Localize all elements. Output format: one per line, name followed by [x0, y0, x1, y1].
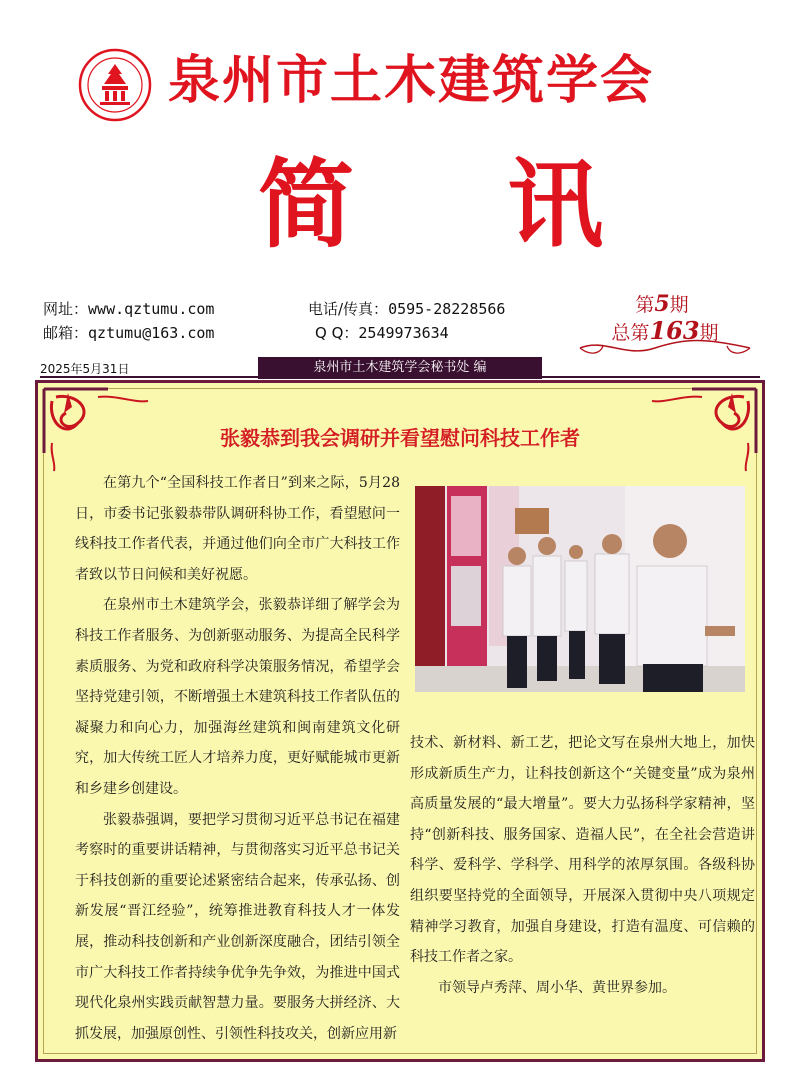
phone-value: 0595-28228566 [388, 300, 506, 318]
society-logo [78, 48, 152, 122]
total-issue-num: 163 [649, 316, 700, 345]
total-issue-prefix: 总第 [611, 322, 650, 344]
email-value: qztumu@163.com [88, 324, 215, 342]
organization-title: 泉州市土木建筑学会 [168, 50, 655, 111]
issue-suffix: 期 [669, 294, 689, 316]
paragraph-2: 在泉州市土木建筑学会，张毅恭详细了解学会为科技工作者服务、为创新驱动服务、为提高全民科学素质服务、为党和政府科学决策服务情况，希望学会坚持党建引领，不断增强土木建筑科技工作者队伍的凝聚力和向心力，加强海丝建筑和闽南建筑文化研究，加大传统工匠人才培养力度，更好赋能城市更新和乡建乡创建设。 [75, 597, 400, 797]
qq-label: Q Q： [315, 324, 359, 342]
website-value: www.qztumu.com [88, 300, 215, 318]
paragraph-3-continued: 技术、新材料、新工艺，把论文写在泉州大地上，加快形成新质生产力，让科技创新这个“关键变量”成为泉州高质量发展的“最大增量”。要大力弘扬科学家精神，坚持“创新科技、服务国家、造福人民”，在全社会营造讲科学、爱科学、学科学、用科学的浓厚氛围。各级科协组织要坚持党的全面领导，开展深入贯彻中央八项规定精神学习教育，加强自身建设，打造有温度、可信赖的科技工作者之家。 [410, 735, 755, 966]
issue-prefix: 第 [635, 294, 655, 316]
email-row [43, 322, 214, 343]
phone-row [308, 298, 505, 319]
editor-credit: 泉州市土木建筑学会秘书处 编 [258, 357, 542, 379]
qq-value: 2549973634 [358, 324, 449, 342]
phone-label: 电话/传真： [308, 300, 389, 318]
bulletin-title: 简 讯 [258, 148, 664, 261]
article-photo [415, 486, 745, 692]
website-row [43, 298, 214, 319]
article-right-column [410, 728, 755, 1003]
ornament-swirl-icon [575, 336, 755, 358]
email-label: 邮箱： [43, 324, 89, 342]
qq-row [315, 322, 449, 343]
website-label: 网址： [43, 300, 89, 318]
paragraph-3: 张毅恭强调，要把学习贯彻习近平总书记在福建考察时的重要讲话精神，与贯彻落实习近平总书记关于科技创新的重要论述紧密结合起来，传承弘扬、创新发展“晋江经验”，统筹推进教育科技人才一体发展，推动科技创新和产业创新深度融合，团结引领全市广大科技工作者持续争优争先争效，为推进中国式现代化泉州实践贡献智慧力量。要服务大拼经济、大抓发展，加强原创性、引领性科技攻关，创新应用新 [75, 811, 400, 1042]
issue-number [612, 290, 712, 317]
total-issue-suffix: 期 [699, 322, 719, 344]
article-headline: 张毅恭到我会调研并看望慰问科技工作者 [220, 426, 580, 450]
article-left-column [75, 468, 400, 1049]
issue-num: 5 [654, 291, 670, 317]
paragraph-4: 市领导卢秀萍、周小华、黄世界参加。 [438, 979, 676, 996]
publish-date: 2025年5月31日 [40, 362, 130, 376]
paragraph-1: 在第九个“全国科技工作者日”到来之际，5月28日，市委书记张毅恭带队调研科协工作，看望慰问一线科技工作者代表，并通过他们向全市广大科技工作者致以节日问候和美好祝愿。 [75, 475, 400, 583]
